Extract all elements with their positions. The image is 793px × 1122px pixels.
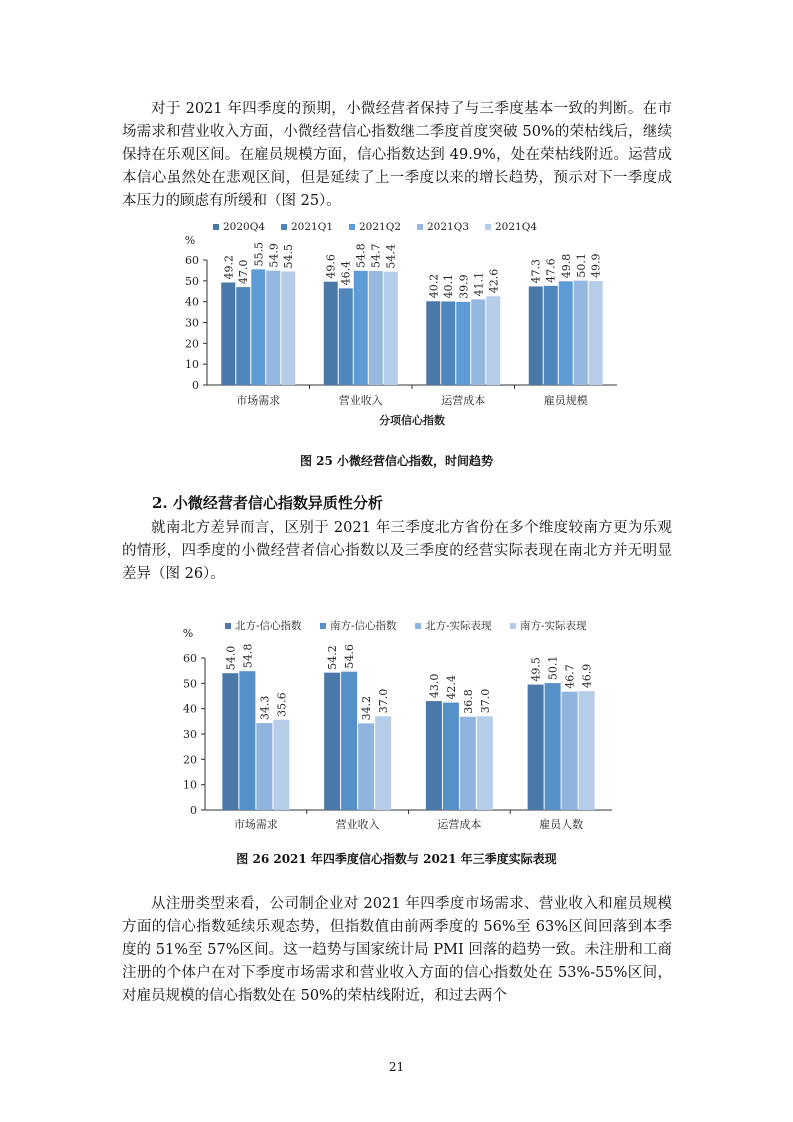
bar: [358, 723, 374, 810]
paragraph-registration: 从注册类型来看，公司制企业对 2021 年四季度市场需求、营业收入和雇员规模方面的信心指数延续乐观态势，但指数值由前两季度的 56%至 63%区间回落到本季度的 51%至 57%区间。这一趋势与国家统计局 PMI 回落的趋势一致。未注册和工商注册的个体户在对下季度市场需求和营业收入方面的信心指数处在 53%-55%区间，对雇员规模的信心指数处在 50%的荣枯线附近，和过去两个: [122, 896, 672, 1004]
data-label: 46.4: [339, 260, 353, 286]
bar: [221, 283, 235, 386]
bar: [369, 271, 383, 385]
bar: [579, 691, 595, 810]
section-heading: 2. 小微经营者信心指数异质性分析: [152, 494, 383, 512]
data-label: 39.9: [457, 274, 471, 299]
data-label: 54.7: [369, 243, 383, 269]
bar: [544, 286, 558, 385]
y-tick-label: 40: [183, 702, 197, 716]
y-tick-label: 0: [192, 379, 199, 392]
bar: [528, 685, 544, 810]
y-tick-label: 50: [185, 274, 199, 288]
bar: [443, 703, 459, 810]
bar: [341, 672, 357, 810]
legend-label: 北方-实际表现: [425, 620, 492, 632]
legend-swatch: [417, 224, 423, 230]
caption-fig25: 图 25 小微经营信心指数，时间趋势: [299, 454, 494, 468]
bar: [273, 720, 289, 810]
bar: [426, 701, 442, 810]
x-tick-label: 市场需求: [236, 394, 281, 407]
y-tick-label: 10: [185, 358, 199, 372]
data-label: 54.0: [224, 645, 238, 671]
bar: [562, 692, 578, 810]
data-label: 49.9: [589, 253, 603, 279]
x-axis-label: 分项信心指数: [379, 414, 445, 427]
data-label: 47.0: [237, 259, 251, 285]
y-tick-label: 40: [185, 295, 199, 309]
y-tick-label: 20: [185, 337, 199, 351]
legend-label: 2021Q2: [359, 221, 402, 233]
chart-fig25: [0, 218, 793, 450]
y-tick-label: 60: [183, 652, 197, 665]
bar: [545, 683, 561, 810]
chart-fig26: [0, 612, 793, 844]
data-label: 49.8: [559, 253, 573, 279]
bar: [460, 717, 476, 810]
paragraph-north-south: 就南北方差异而言，区别于 2021 年三季度北方省份在多个维度较南方更为乐观的情形，四季度的小微经营者信心指数以及三季度的经营实际表现在南北方并无明显差异（图 26）。: [122, 520, 672, 582]
bar: [239, 671, 255, 810]
bar: [426, 301, 440, 385]
legend-swatch: [415, 623, 421, 629]
data-label: 41.1: [472, 271, 486, 297]
data-label: 49.5: [529, 657, 543, 682]
x-tick-label: 市场需求: [233, 818, 278, 831]
legend-swatch: [349, 224, 355, 230]
data-label: 34.2: [360, 695, 374, 721]
data-label: 49.2: [222, 255, 236, 280]
chart-fig26-svg: [0, 612, 793, 840]
bar: [456, 302, 470, 385]
data-label: 36.8: [461, 689, 475, 714]
data-label: 54.5: [282, 243, 296, 269]
x-tick-label: 雇员人数: [539, 818, 584, 831]
bar: [441, 301, 455, 385]
bar: [384, 272, 398, 385]
legend-swatch: [320, 623, 326, 629]
data-label: 35.6: [275, 692, 289, 717]
legend-label: 2021Q4: [495, 221, 538, 233]
bar: [486, 296, 500, 385]
legend-label: 南方-信心指数: [330, 620, 397, 632]
y-axis-label: %: [182, 627, 194, 640]
legend-label: 2021Q3: [427, 221, 470, 233]
data-label: 40.1: [442, 273, 456, 299]
legend-swatch: [213, 224, 219, 230]
page-number: 21: [388, 1060, 405, 1074]
data-label: 54.2: [326, 645, 340, 670]
bar: [559, 281, 573, 385]
legend-swatch: [485, 224, 491, 230]
x-tick-label: 营业收入: [338, 394, 383, 407]
data-label: 49.6: [324, 254, 338, 279]
bar: [256, 723, 272, 810]
legend-label: 北方-信心指数: [235, 620, 302, 632]
data-label: 47.3: [529, 258, 543, 284]
data-label: 55.5: [252, 241, 266, 267]
data-label: 54.6: [343, 644, 357, 669]
y-tick-label: 20: [183, 753, 197, 767]
data-label: 40.2: [427, 273, 441, 299]
x-tick-label: 运营成本: [441, 394, 486, 407]
y-tick-label: 10: [183, 778, 197, 792]
data-label: 54.8: [354, 243, 368, 268]
bar: [471, 299, 485, 385]
y-tick-label: 60: [185, 254, 199, 267]
data-label: 42.4: [444, 675, 458, 700]
x-tick-label: 营业收入: [335, 818, 380, 831]
legend-swatch: [510, 623, 516, 629]
data-label: 46.7: [563, 664, 577, 689]
bar: [339, 288, 353, 385]
data-label: 37.0: [478, 688, 492, 714]
bar: [266, 271, 280, 385]
bar: [375, 716, 391, 810]
legend-label: 2021Q1: [291, 221, 334, 233]
data-label: 37.0: [377, 688, 391, 714]
data-label: 54.4: [384, 244, 398, 269]
chart-fig25-svg: [0, 218, 793, 446]
x-tick-label: 雇员规模: [543, 394, 588, 407]
bar: [222, 673, 238, 810]
data-label: 46.9: [580, 663, 594, 689]
y-tick-label: 50: [183, 677, 197, 691]
bar: [477, 716, 493, 810]
legend-swatch: [281, 224, 287, 230]
bar: [529, 286, 543, 385]
caption-fig26: 图 26 2021 年四季度信心指数与 2021 年三季度实际表现: [236, 852, 557, 866]
x-tick-label: 运营成本: [437, 818, 482, 831]
y-tick-label: 30: [183, 728, 197, 741]
data-label: 54.8: [241, 643, 255, 669]
data-label: 54.9: [267, 243, 281, 268]
data-label: 50.1: [574, 253, 588, 278]
y-tick-label: 0: [190, 804, 197, 817]
bar: [236, 287, 250, 385]
legend-label: 2020Q4: [223, 221, 266, 233]
data-label: 47.6: [544, 258, 558, 283]
y-tick-label: 30: [185, 316, 199, 330]
data-label: 43.0: [427, 673, 441, 699]
y-axis-label: %: [184, 234, 196, 247]
bar: [354, 271, 368, 385]
legend-swatch: [225, 623, 231, 629]
bar: [281, 271, 295, 385]
bar: [589, 281, 603, 385]
data-label: 34.3: [258, 695, 272, 721]
data-label: 42.6: [487, 268, 501, 294]
bar: [574, 281, 588, 385]
legend-label: 南方-实际表现: [520, 620, 587, 632]
bar: [251, 269, 265, 385]
bar: [324, 673, 340, 810]
paragraph-forecast: 对于 2021 年四季度的预期，小微经营者保持了与三季度基本一致的判断。在市场需求和营业收入方面，小微经营信心指数继二季度首度突破 50%的荣枯线后，继续保持在乐观区间。在雇员规模方面，信心指数达到 49.9%，处在荣枯线附近。运营成本信心虽然处在悲观区间，但是延续了上一季度以来的增长趋势，预示对下一季度成本压力的顾虑有所缓和（图 25）。: [122, 101, 672, 209]
bar: [324, 282, 338, 385]
data-label: 50.1: [546, 655, 560, 681]
